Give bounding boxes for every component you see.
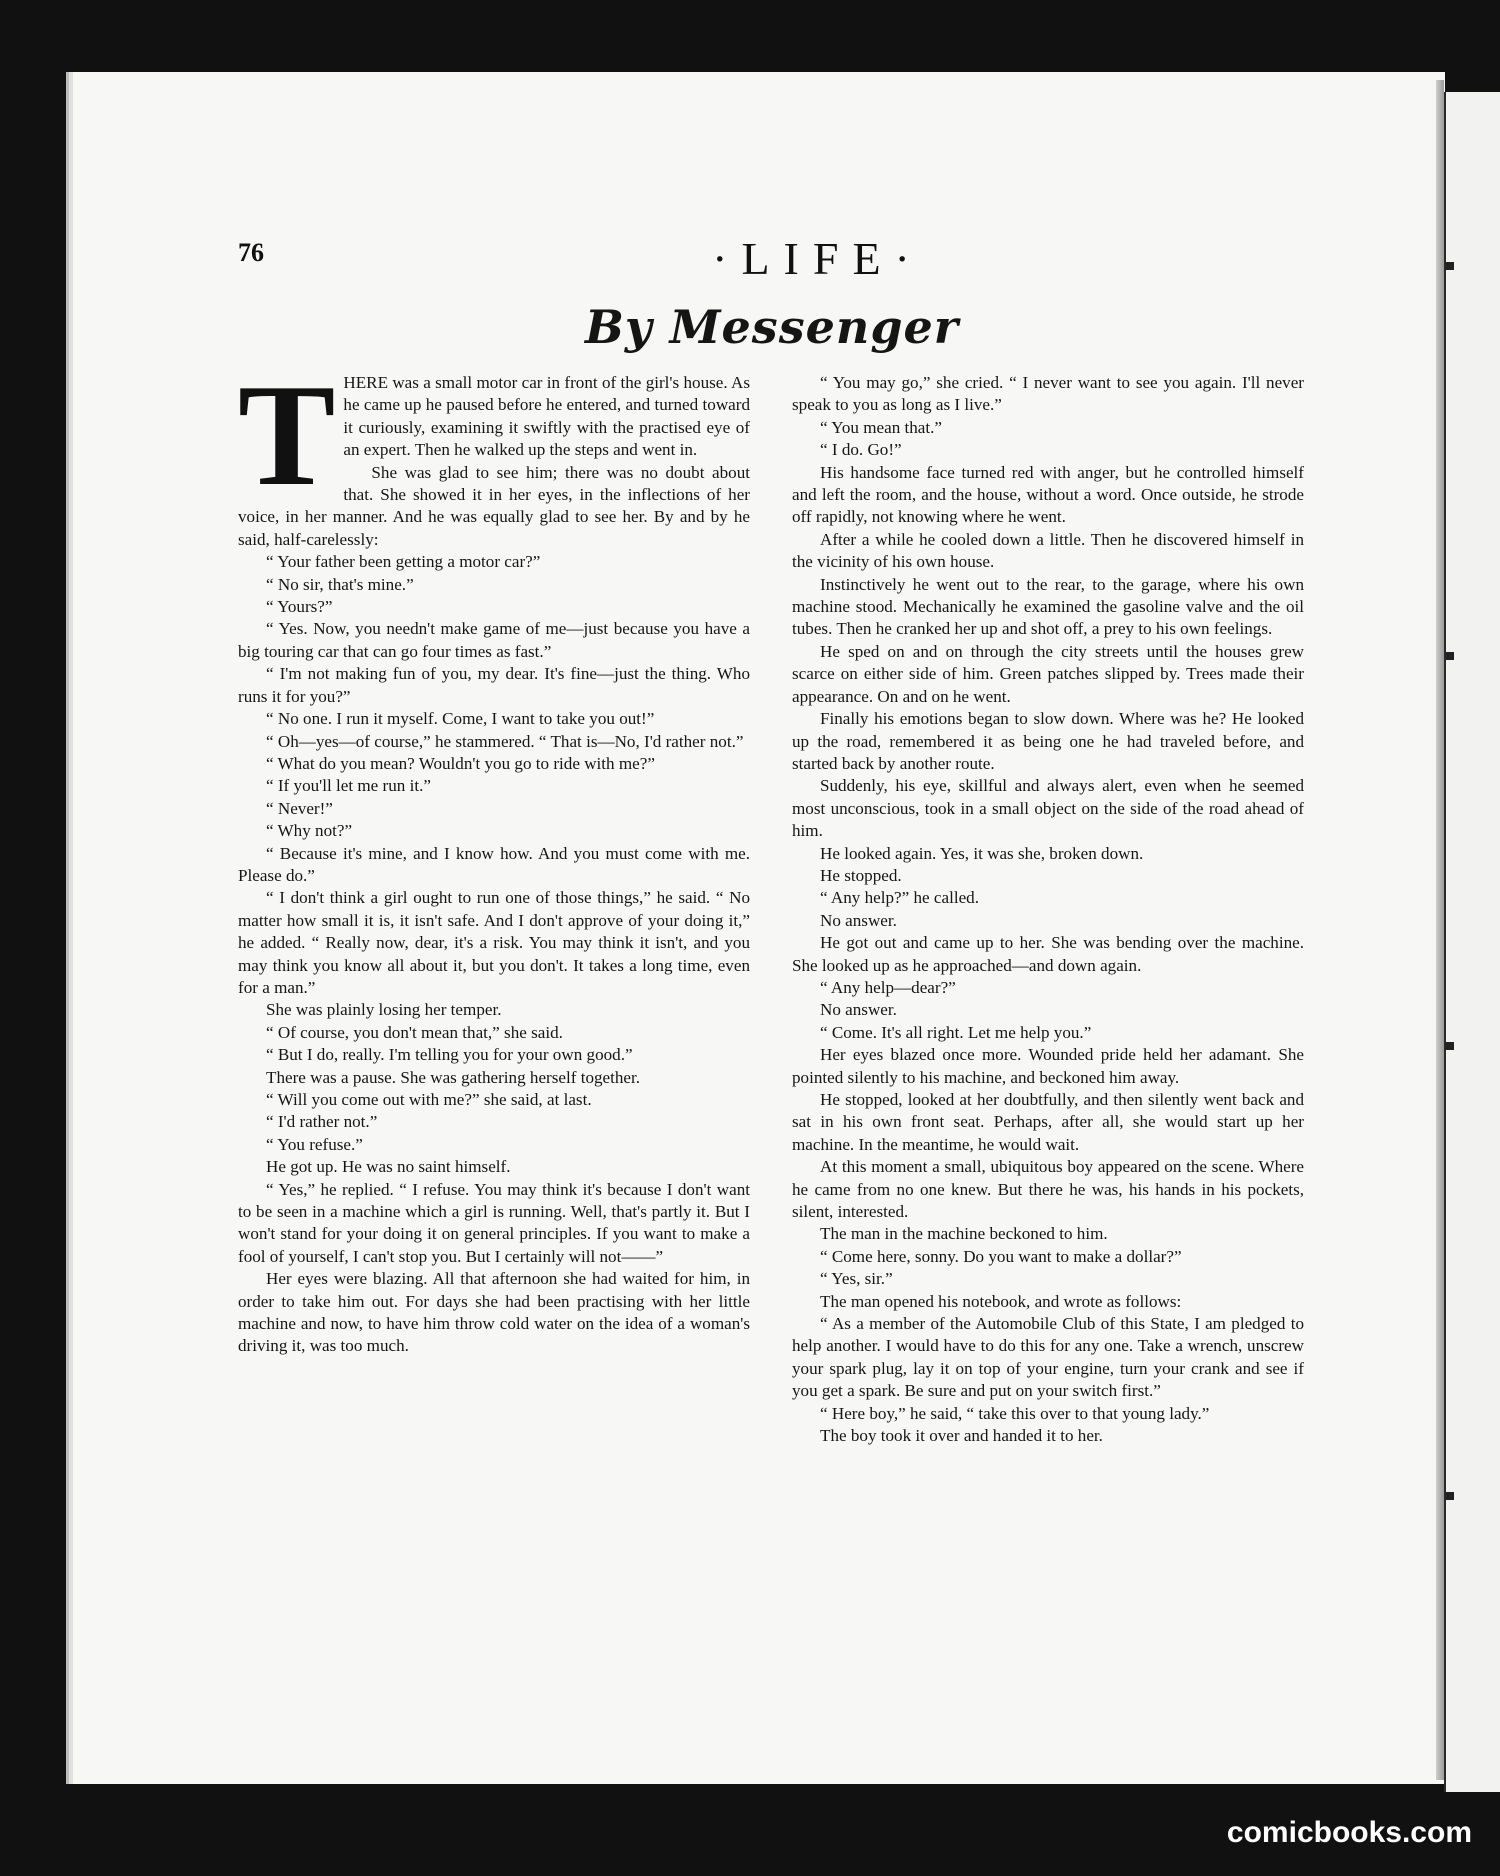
paragraph: The man in the machine beckoned to him. — [820, 1224, 1108, 1244]
paragraph: She was glad to see him; there was no doubt about that. She showed it in her eyes, in the inflections of her voice, in her manner. And he was equally glad to see her. By and by he said, half-carelessly: — [238, 462, 750, 549]
paragraph: “ If you'll let me run it.” — [266, 776, 431, 796]
paragraph: Her eyes blazed once more. Wounded pride held her adamant. She pointed silently to his machine, and beckoned him away. — [792, 1045, 1304, 1087]
paragraph: Finally his emotions began to slow down. Where was he? He looked up the road, remembered it as being one he had traveled before, and started back by another route. — [792, 709, 1304, 773]
paragraph: “ No one. I run it myself. Come, I want to take you out!” — [266, 709, 655, 729]
paragraph: She was plainly losing her temper. — [266, 1000, 502, 1020]
running-title: ·LIFE· — [712, 233, 924, 284]
paragraph: “ I do. Go!” — [820, 440, 902, 460]
paragraph: He stopped. — [820, 865, 902, 885]
paragraph: “ Your father been getting a motor car?” — [266, 552, 541, 572]
paragraph: “ Any help?” he called. — [820, 888, 979, 908]
paragraph: The man opened his notebook, and wrote as follows: — [820, 1291, 1182, 1311]
paragraph: “ I'm not making fun of you, my dear. It's fine—just the thing. Who runs it for you?” — [238, 664, 750, 706]
watermark: comicbooks.com — [1226, 1816, 1472, 1849]
paragraph: Her eyes were blazing. All that afternoon she had waited for him, in order to take him out. For days she had been practising with her little machine and now, to have him throw cold water on the idea of a woman's driving it, was too much. — [238, 1269, 750, 1356]
paragraph: Suddenly, his eye, skillful and always alert, even when he seemed most unconscious, took in a small object on the side of the road ahead of him. — [792, 776, 1304, 841]
left-column — [238, 354, 750, 1358]
paragraph: “ Come. It's all right. Let me help you.” — [820, 1022, 1092, 1042]
paragraph: He sped on and on through the city streets until the houses grew scarce on either side of him. Green patches slipped by. Trees made their appearance. On and on he went. — [792, 641, 1304, 706]
paragraph: At this moment a small, ubiquitous boy appeared on the scene. Where he came from no one knew. But there he was, his hands in his pockets, silent, interested. — [792, 1157, 1304, 1222]
paragraph: HERE was a small motor car in front of the girl's house. As he came up he paused before he entered, and turned toward it curiously, examining it swiftly with the practised eye of an expert. Then he walked up the steps and went in. — [343, 373, 750, 460]
paragraph: The boy took it over and handed it to her. — [820, 1426, 1103, 1446]
paragraph: Instinctively he went out to the rear, to the garage, where his own machine stood. Mechanically he examined the gasoline valve and the oil tubes. Then he cranked her up and shot off, a prey to his own feelings. — [792, 574, 1304, 639]
paragraph: “ Yes, sir.” — [820, 1269, 893, 1289]
paragraph: “ But I do, really. I'm telling you for your own good.” — [266, 1045, 633, 1065]
page-edge-mark — [1446, 262, 1454, 270]
paragraph: “ Because it's mine, and I know how. And you must come with me. Please do.” — [238, 843, 750, 885]
paragraph: “ You may go,” she cried. “ I never want to see you again. I'll never speak to you as long as I live.” — [792, 373, 1304, 415]
paragraph: He looked again. Yes, it was she, broken down. — [820, 843, 1144, 863]
paragraph: “ I'd rather not.” — [266, 1112, 378, 1132]
page-number: 76 — [238, 238, 264, 267]
drop-cap: T — [238, 354, 336, 516]
page-edge-mark — [1446, 1492, 1454, 1500]
paragraph: “ As a member of the Automobile Club of this State, I am pledged to help another. I would have to do this for any one. Take a wrench, unscrew your spark plug, lay it on top of your engine, turn your crank and see if you get a spark. Be sure and put on your switch first.” — [792, 1314, 1304, 1401]
right-column — [792, 372, 1304, 1448]
paragraph: He got up. He was no saint himself. — [266, 1157, 511, 1177]
paragraph: “ What do you mean? Wouldn't you go to ride with me?” — [266, 753, 655, 773]
paragraph: “ You mean that.” — [820, 417, 943, 437]
paragraph: “ Oh—yes—of course,” he stammered. “ That is—No, I'd rather not.” — [266, 731, 744, 751]
adjacent-page-edge — [1444, 92, 1500, 1792]
paragraph: After a while he cooled down a little. Then he discovered himself in the vicinity of his own house. — [792, 529, 1304, 572]
paragraph: “ Yours?” — [266, 597, 333, 617]
paragraph: “ Yes,” he replied. “ I refuse. You may think it's because I don't want to be seen in a machine which a girl is running. Well, that's partly it. But I won't stand for your doing it on general principles. If you want to make a fool of yourself, I can't stop you. But I certainly will not——” — [238, 1179, 750, 1266]
page-edge-mark — [1446, 1042, 1454, 1050]
paragraph: “ I don't think a girl ought to run one of those things,” he said. “ No matter how small it is, it isn't safe. And I don't approve of your doing it,” he added. “ Really now, dear, it's a risk. You may think it isn't, and you may think you know all about it, but you don't. It takes a long time, even for a man.” — [238, 888, 750, 997]
paragraph: There was a pause. She was gathering herself together. — [266, 1067, 641, 1087]
paragraph: “ Any help—dear?” — [820, 977, 956, 997]
paragraph: “ Come here, sonny. Do you want to make a dollar?” — [820, 1246, 1182, 1266]
paragraph: No answer. — [820, 910, 897, 930]
paragraph: He stopped, looked at her doubtfully, and then silently went back and sat in his own front seat. Perhaps, after all, she would start up her machine. In the meantime, he would wait. — [792, 1090, 1304, 1154]
paragraph: “ You refuse.” — [266, 1134, 363, 1154]
page-gutter — [1436, 80, 1444, 1780]
paragraph: His handsome face turned red with anger, but he controlled himself and left the room, and the house, without a word. Once outside, he strode off rapidly, not knowing where he went. — [792, 462, 1304, 527]
paragraph: He got out and came up to her. She was bending over the machine. She looked up as he approached—and down again. — [792, 933, 1304, 975]
paragraph: “ Yes. Now, you needn't make game of me—just because you have a big touring car that can go four times as fast.” — [238, 619, 750, 661]
paragraph: “ Of course, you don't mean that,” she said. — [266, 1022, 563, 1042]
page-edge-mark — [1446, 652, 1454, 660]
paragraph: “ Will you come out with me?” she said, at last. — [266, 1090, 592, 1109]
paragraph: “ Here boy,” he said, “ take this over to that young lady.” — [820, 1403, 1210, 1423]
paragraph: “ Never!” — [266, 798, 333, 818]
paragraph: “ No sir, that's mine.” — [266, 574, 414, 594]
article-title: By Messenger — [585, 300, 959, 354]
paragraph: “ Why not?” — [266, 821, 353, 841]
paragraph: No answer. — [820, 1000, 897, 1020]
page-header — [238, 232, 1306, 282]
